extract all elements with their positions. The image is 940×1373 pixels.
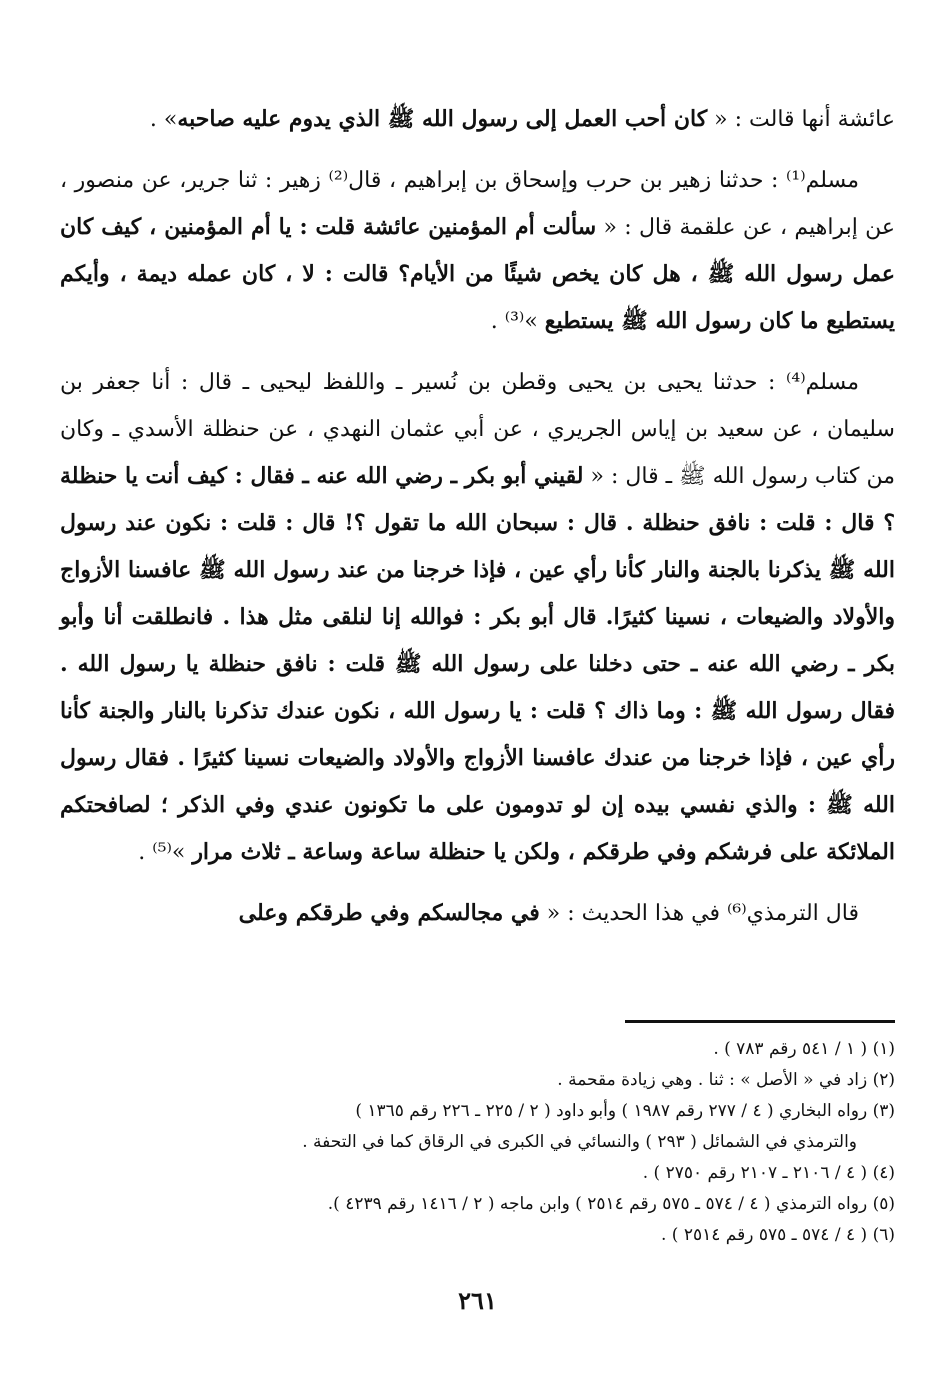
- main-text: [60, 96, 895, 937]
- paragraph-aisha: [60, 96, 895, 143]
- text-span: قال الترمذي⁽⁶⁾ في هذا الحديث : «: [539, 901, 859, 926]
- footnote-3-continuation: والترمذي في الشمائل ( ٢٩٣ ) والنسائي في الكبرى في الرقاق كما في التحفة .: [302, 1132, 857, 1152]
- quote-span: كان أحب العمل إلى رسول الله ﷺ الذي يدوم عليه صاحبه: [177, 106, 708, 132]
- footnote-6: (٦) ( ٤ / ٥٧٤ ـ ٥٧٥ رقم ٢٥١٤ ) .: [661, 1225, 895, 1245]
- footnote-2: (٢) زاد في « الأصل » : ثنا . وهي زيادة مقحمة .: [557, 1070, 895, 1090]
- quote-span: في مجالسكم وفي طرقكم وعلى: [238, 900, 540, 926]
- paragraph-muslim-1: [60, 157, 895, 345]
- page: [60, 96, 895, 1336]
- text-span: مسلم⁽⁴⁾ : حدثنا يحيى بن يحيى وقطن بن نُسير ـ واللفظ ليحيى ـ قال : أنا جعفر بن سليمان ، عن سعيد بن إياس الجريري ، عن أبي عثمان النهدي ، عن حنظلة الأسدي ـ وكان من كتاب رسول الله ﷺ ـ قال : «: [60, 370, 895, 489]
- page-number: ٢٦١: [458, 1286, 497, 1315]
- text-span: »⁽³⁾ .: [490, 309, 545, 334]
- text-span: عائشة أنها قالت : «: [707, 107, 895, 132]
- paragraph-tirmidhi: [60, 890, 895, 937]
- footnote-separator: [625, 1020, 895, 1023]
- footnote-4: (٤) ( ٤ / ٢١٠٦ ـ ٢١٠٧ رقم ٢٧٥٠ ) .: [642, 1163, 895, 1183]
- quote-span: لقيني أبو بكر ـ رضي الله عنه ـ فقال : كيف أنت يا حنظلة ؟ قال : قلت : نافق حنظلة . قال : سبحان الله ما تقول ؟! قال : قلت : نكون عند رسول الله ﷺ يذكرنا بالجنة والنار كأنا رأي عين ، فإذا خرجنا من عند رسول الله ﷺ عافسنا الأزواج والأولاد والضيعات ، نسينا كثيرًا. قال أبو بكر : فوالله إنا لنلقى مثل هذا . فانطلقت أنا وأبو بكر ـ رضي الله عنه ـ حتى دخلنا على رسول الله ﷺ قلت : نافق حنظلة يا رسول الله . فقال رسول الله ﷺ : وما ذاك ؟ قلت : يا رسول الله ، نكون عندك تذكرنا بالنار والجنة كأنا رأي عين ، فإذا خرجنا من عندك عافسنا الأزواج والأولاد والضيعات نسينا كثيرًا . فقال رسول الله ﷺ : والذي نفسي بيده إن لو تدومون على ما تكونون عندي وفي الذكر ؛ لصافحتكم الملائكة على فرشكم وفي طرقكم ، ولكن يا حنظلة ساعة وساعة ـ ثلاث مرار: [60, 463, 895, 865]
- footnote-3: (٣) رواه البخاري ( ٤ / ٢٧٧ رقم ١٩٨٧ ) وأبو داود ( ٢ / ٢٢٥ ـ ٢٢٦ رقم ١٣٦٥ ): [355, 1101, 895, 1121]
- footnotes: [60, 1034, 895, 1251]
- paragraph-muslim-2: [60, 359, 895, 876]
- footnote-5: (٥) رواه الترمذي ( ٤ / ٥٧٤ ـ ٥٧٥ رقم ٢٥١٤ ) وابن ماجه ( ٢ / ١٤١٦ رقم ٤٢٣٩ ).: [327, 1194, 895, 1214]
- quote-span: سألت أم المؤمنين عائشة قلت : يا أم المؤمنين ، كيف كان عمل رسول الله ﷺ ، هل كان يخص شيئًا من الأيام؟ قالت : لا ، كان عمله ديمة ، وأيكم يستطيع ما كان رسول الله ﷺ يستطيع: [60, 214, 895, 334]
- text-span: »⁽⁵⁾ .: [138, 840, 193, 865]
- footnote-1: (١) ( ١ / ٥٤١ رقم ٧٨٣ ) .: [713, 1039, 895, 1059]
- text-span: » .: [149, 107, 178, 132]
- text-span: مسلم⁽¹⁾ : حدثنا زهير بن حرب وإسحاق بن إبراهيم ، قال⁽²⁾ زهير : ثنا جرير، عن منصور ، عن إبراهيم ، عن علقمة قال : «: [60, 168, 895, 240]
